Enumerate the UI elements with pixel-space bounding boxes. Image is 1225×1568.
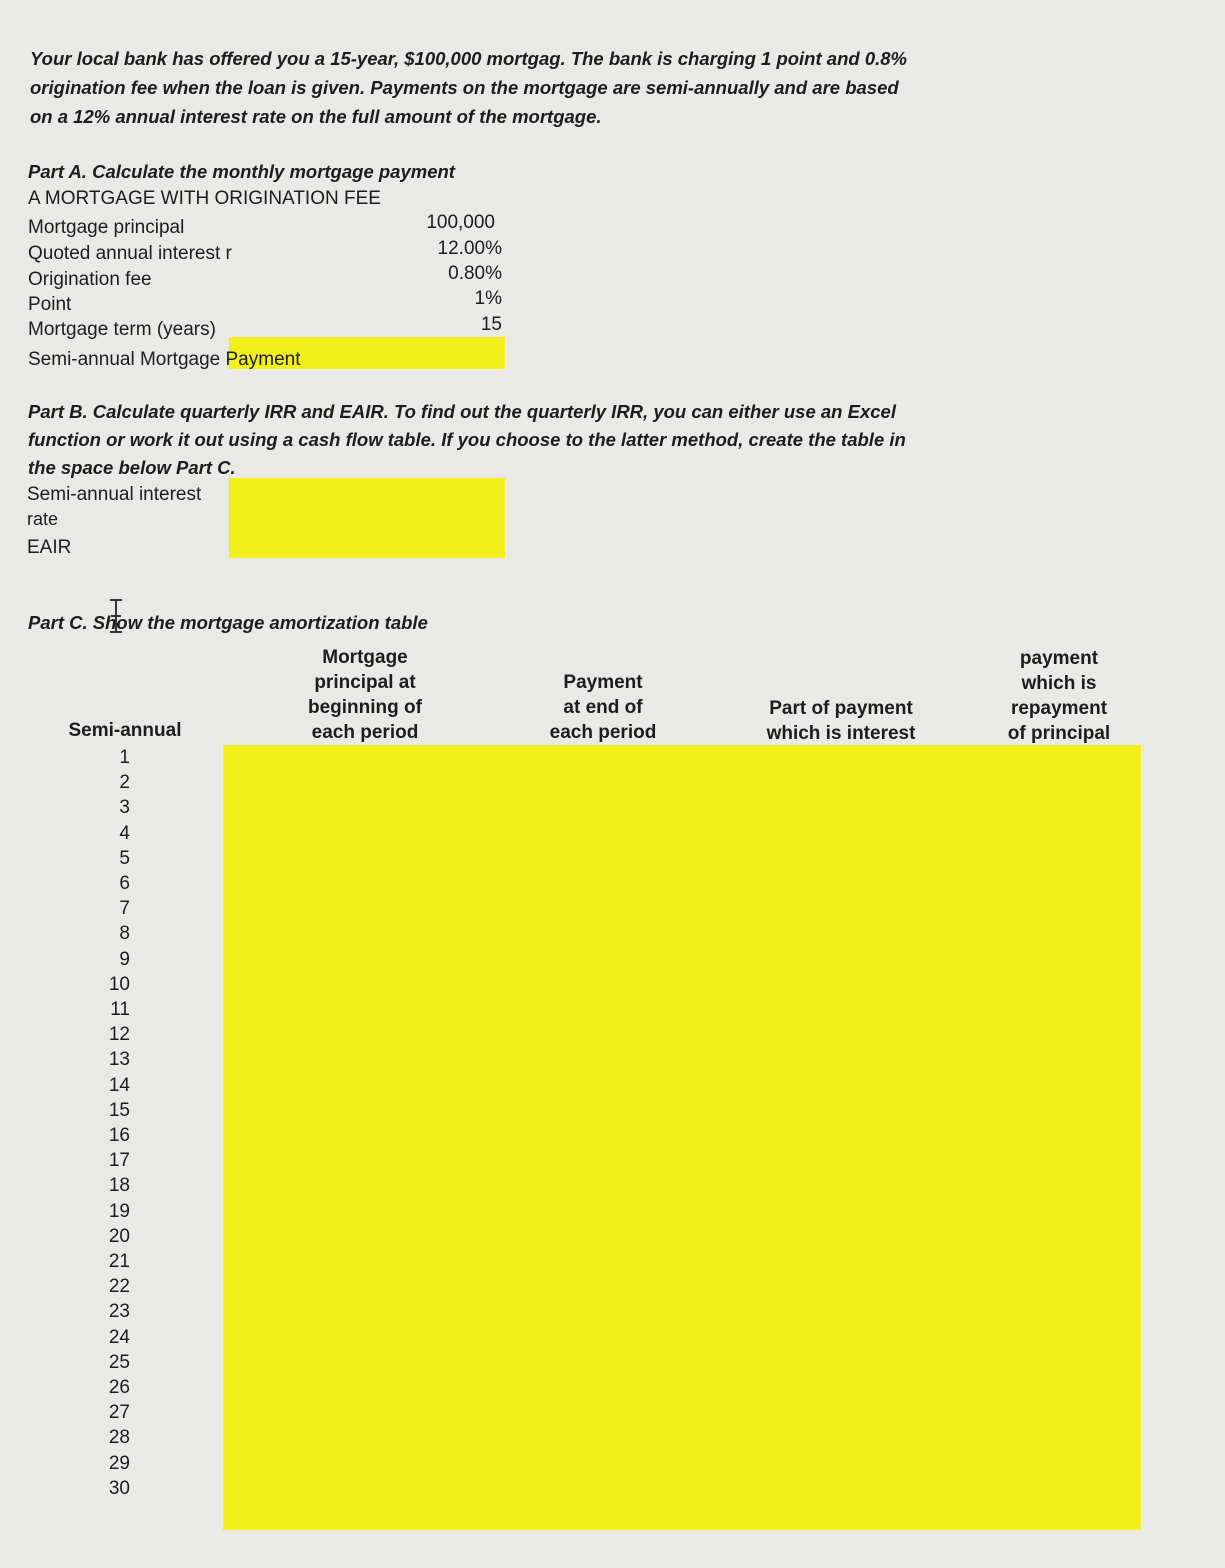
period-number: 20 [108, 1225, 130, 1247]
label-annual-interest: Quoted annual interest r [28, 243, 232, 264]
cell-origination-fee[interactable]: 0.80% [448, 263, 502, 284]
header-interest-line: Part of payment [769, 698, 913, 719]
header-payment-line: at end of [563, 697, 643, 718]
intro-line: origination fee when the loan is given. Payments on the mortgage are semi-annually and are based [30, 77, 899, 98]
period-number: 2 [119, 772, 130, 794]
period-number: 3 [119, 797, 130, 819]
amortization-answer-region[interactable] [223, 745, 1141, 1530]
header-payment-line: each period [549, 722, 657, 743]
header-principal [290, 645, 440, 745]
header-repayment-line: which is [1021, 673, 1097, 694]
period-number: 23 [108, 1301, 130, 1323]
label-semi-annual-payment-part2: Payment [225, 349, 301, 370]
label-semi-annual-rate-cont: rate [27, 509, 59, 529]
period-number: 30 [108, 1477, 130, 1499]
part-b-answer-cells[interactable] [229, 478, 505, 558]
problem-statement [30, 44, 990, 131]
label-point: Point [28, 294, 72, 315]
cell-annual-interest[interactable]: 12.00% [437, 238, 502, 259]
part-a-title: Part A. Calculate the monthly mortgage payment [28, 161, 455, 182]
header-principal-line: principal at [314, 672, 416, 693]
label-mortgage-principal: Mortgage principal [28, 217, 185, 238]
label-origination-fee: Origination fee [28, 269, 152, 290]
header-repayment [990, 646, 1128, 746]
period-number: 7 [119, 898, 130, 920]
period-number: 15 [108, 1099, 130, 1121]
intro-line: on a 12% annual interest rate on the full amount of the mortgage. [30, 106, 602, 127]
header-interest [745, 696, 937, 746]
period-number: 18 [108, 1175, 130, 1197]
period-number: 9 [119, 948, 130, 970]
period-number: 28 [108, 1427, 130, 1449]
header-principal-line: Mortgage [322, 647, 408, 668]
period-number: 4 [119, 822, 130, 844]
period-number: 13 [108, 1049, 130, 1071]
period-number: 24 [108, 1326, 130, 1348]
period-number: 25 [108, 1351, 130, 1373]
header-repayment-line: repayment [1010, 698, 1108, 719]
header-interest-line: which is interest [766, 723, 916, 744]
intro-line: Your local bank has offered you a 15-year, $100,000 mortgag. The bank is charging 1 point and 0.8% [30, 48, 907, 69]
part-b-line: the space below Part C. [28, 457, 236, 478]
period-number: 17 [108, 1150, 130, 1172]
period-number: 11 [110, 999, 130, 1020]
header-principal-line: beginning of [308, 697, 422, 718]
header-repayment-line: of principal [1007, 723, 1111, 744]
label-semi-annual-payment-part1: Semi-annual Mortgage [28, 349, 221, 370]
period-number: 21 [108, 1251, 130, 1272]
part-b-instructions [28, 398, 988, 482]
label-eair: EAIR [27, 537, 72, 558]
period-number: 12 [108, 1024, 130, 1046]
text-cursor-icon [108, 598, 124, 634]
period-number: 22 [108, 1276, 130, 1298]
part-b-line: function or work it out using a cash flow table. If you choose to the latter method, create the table in [28, 429, 906, 450]
header-principal-line: each period [311, 722, 419, 743]
cell-point[interactable]: 1% [474, 288, 502, 309]
period-number: 8 [119, 923, 130, 945]
period-number: 10 [108, 973, 130, 995]
cell-mortgage-term[interactable]: 15 [480, 314, 502, 335]
period-number: 16 [108, 1125, 130, 1146]
cell-mortgage-principal[interactable]: 100,000 [426, 212, 495, 233]
label-mortgage-term: Mortgage term (years) [28, 319, 216, 340]
part-b-line: Part B. Calculate quarterly IRR and EAIR. To find out the quarterly IRR, you can either use an Excel [28, 401, 896, 422]
label-semi-annual-rate: Semi-annual interest [27, 484, 202, 505]
label-semi-annual-payment [28, 349, 300, 371]
header-payment-line: Payment [563, 672, 643, 693]
period-number: 27 [108, 1402, 130, 1424]
part-a-subtitle: A MORTGAGE WITH ORIGINATION FEE [28, 188, 381, 209]
header-semi-annual: Semi-annual [68, 720, 182, 741]
part-c-title: Part C. Show the mortgage amortization table [28, 612, 428, 633]
header-payment [530, 670, 676, 745]
period-number: 1 [119, 747, 130, 768]
period-number: 29 [108, 1452, 130, 1474]
period-number: 6 [119, 873, 130, 894]
period-number: 26 [108, 1377, 130, 1398]
period-number: 5 [119, 847, 130, 869]
header-repayment-line: payment [1019, 648, 1099, 669]
period-number: 19 [108, 1200, 130, 1222]
period-number: 14 [108, 1074, 130, 1096]
